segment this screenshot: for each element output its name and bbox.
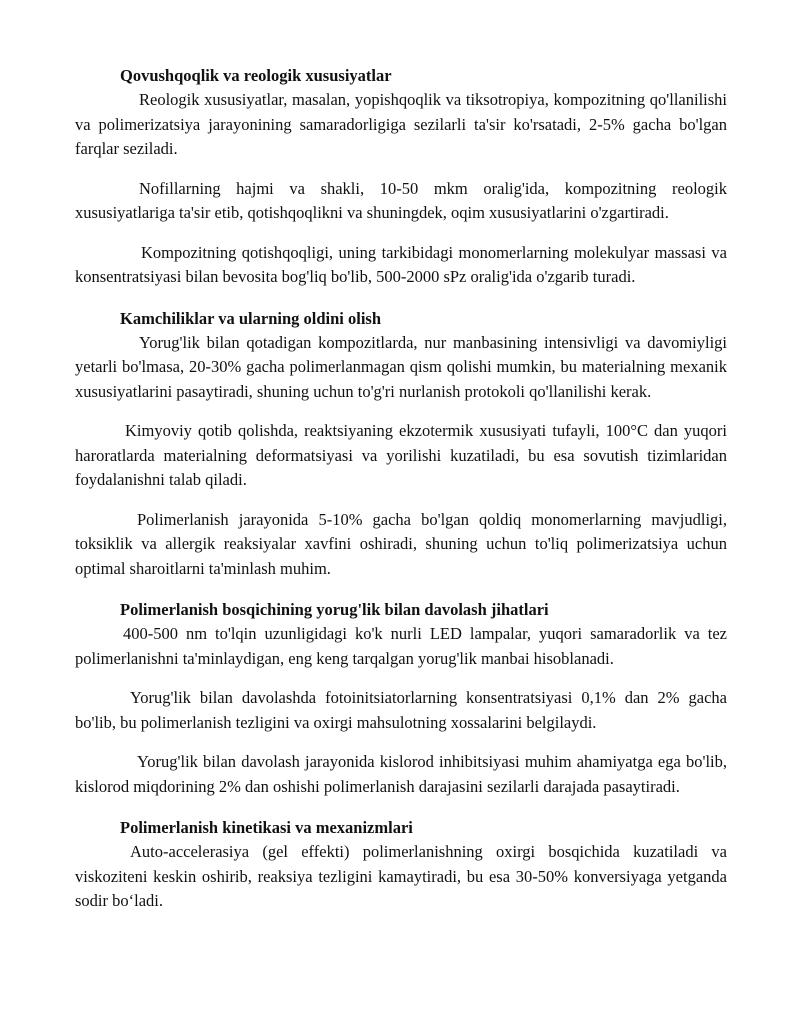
section-heading: Kamchiliklar va ularning oldini olish (120, 308, 382, 328)
paragraph: 400-500 nm to'lqin uzunligidagi ko'k nurli LED lampalar, yuqori samaradorlik va tez polimerlanishni ta'minlaydigan, eng keng tarqalgan yorug'lik manbai hisoblanadi. (75, 624, 727, 668)
paragraph: Reologik xususiyatlar, masalan, yopishqoqlik va tiksotropiya, kompozitning qo'llanilishi va polimerizatsiya jarayonining samaradorligiga sezilarli ta'sir ko'rsatadi, 2-5% gacha bo'lgan farqlar seziladi. (75, 90, 727, 158)
paragraph: Nofillarning hajmi va shakli, 10-50 mkm oralig'ida, kompozitning reologik xususiyatlariga ta'sir etib, qotishqoqlikni va shuningdek, oqim xususiyatlarini o'zgartiradi. (75, 178, 727, 222)
paragraph: Polimerlanish jarayonida 5-10% gacha bo'lgan qoldiq monomerlarning mavjudligi, toksiklik va allergik reaksiyalar xavfini oshiradi, shuning uchun to'liq polimerizatsiya uchun optimal sharoitlarni ta'minlash muhim. (75, 509, 727, 578)
paragraph: Yorug'lik bilan qotadigan kompozitlarda, nur manbasining intensivligi va davomiyligi yetarli bo'lmasa, 20-30% gacha polimerlanmagan qism qolishi mumkin, bu materialning mexanik xususiyatlarini pasaytiradi, shuning uchun to'g'ri nurlanish protokoli qo'llanilishi kerak. (75, 332, 727, 401)
section-heading: Polimerlanish bosqichining yorug'lik bilan davolash jihatlari (120, 600, 549, 619)
paragraph: Yorug'lik bilan davolashda fotoinitsiatorlarning konsentratsiyasi 0,1% dan 2% gacha bo'lib, bu polimerlanish tezligini va oxirgi mahsulotning xossalarini belgilaydi. (75, 688, 727, 732)
paragraph: Auto-accelerasiya (gel effekti) polimerlanishning oxirgi bosqichida kuzatiladi va viskoziteni keskin oshirib, reaksiya tezligini kamaytiradi, bu esa 30-50% konversiyaga yetganda sodir bo‘ladi. (75, 842, 727, 910)
section-heading: Polimerlanish kinetikasi va mexanizmlari (120, 818, 413, 837)
paragraph: Kimyoviy qotib qolishda, reaktsiyaning ekzotermik xususiyati tufayli, 100°C dan yuqori haroratlarda materialning deformatsiyasi va yorilishi kuzatiladi, bu esa sovutish tizimlaridan foydalanishni talab qiladi. (75, 421, 727, 489)
paragraph: Yorug'lik bilan davolash jarayonida kislorod inhibitsiyasi muhim ahamiyatga ega bo'lib, kislorod miqdorining 2% dan oshishi polimerlanish darajasini sezilarli darajada pasaytiradi. (75, 752, 727, 796)
section-heading: Qovushqoqlik va reologik xususiyatlar (120, 66, 392, 85)
paragraph: Kompozitning qotishqoqligi, uning tarkibidagi monomerlarning molekulyar massasi va konsentratsiyasi bilan bevosita bog'liq bo'lib, 500-2000 sPz oralig'ida o'zgarib turadi. (75, 242, 727, 286)
document-page (75, 64, 727, 914)
